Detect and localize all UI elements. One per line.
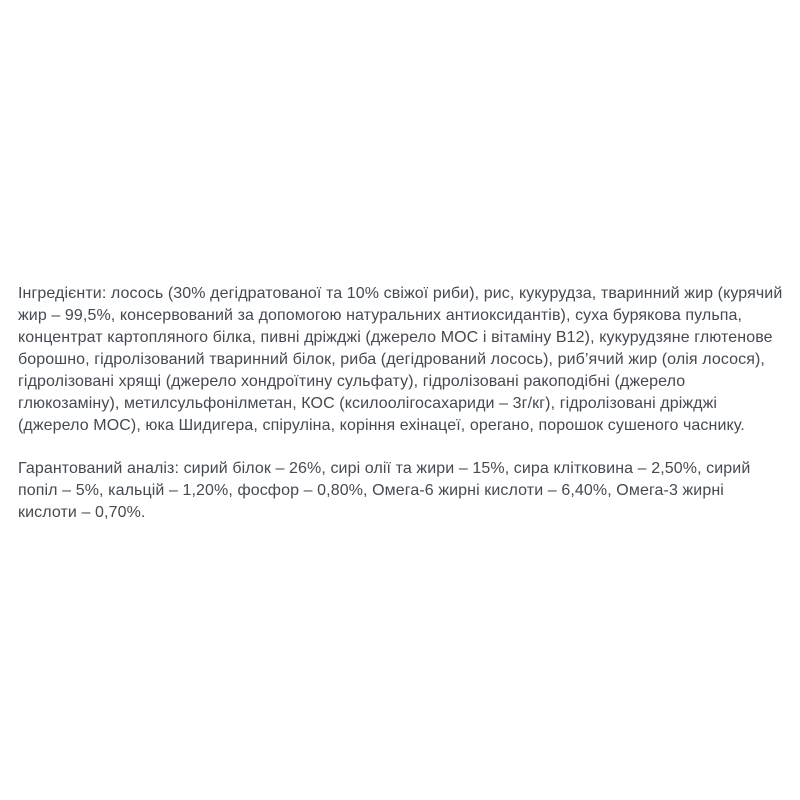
product-description-section (18, 283, 784, 524)
ingredients-paragraph: Інгредієнти: лосось (30% дегідратованої та 10% свіжої риби), рис, кукурудза, тваринний жир (курячий жир – 99,5%, консервований за допомогою натуральних антиоксидантів), суха бурякова пульпа, концентрат картопляного білка, пивні дріжджі (джерело МОС і вітаміну В12), кукурудзяне глютенове борошно, гідролізований тваринний білок, риба (дегідрований лосось), риб’ячий жир (олія лосося), гідролізовані хрящі (джерело хондроїтину сульфату), гідролізовані ракоподібні (джерело глюкозаміну), метилсульфонілметан, КОС (ксилоолігосахариди – 3г/кг), гідролізовані дріжджі (джерело МОС), юка Шидигера, спіруліна, коріння ехінацеї, орегано, порошок сушеного часнику. (18, 285, 783, 434)
guaranteed-analysis-paragraph: Гарантований аналіз: сирий білок – 26%, сирі олії та жири – 15%, сира клітковина – 2,50%, сирий попіл – 5%, кальцій – 1,20%, фосфор – 0,80%, Омега-6 жирні кислоти – 6,40%, Омега-3 жирні кислоти – 0,70%. (18, 460, 751, 521)
